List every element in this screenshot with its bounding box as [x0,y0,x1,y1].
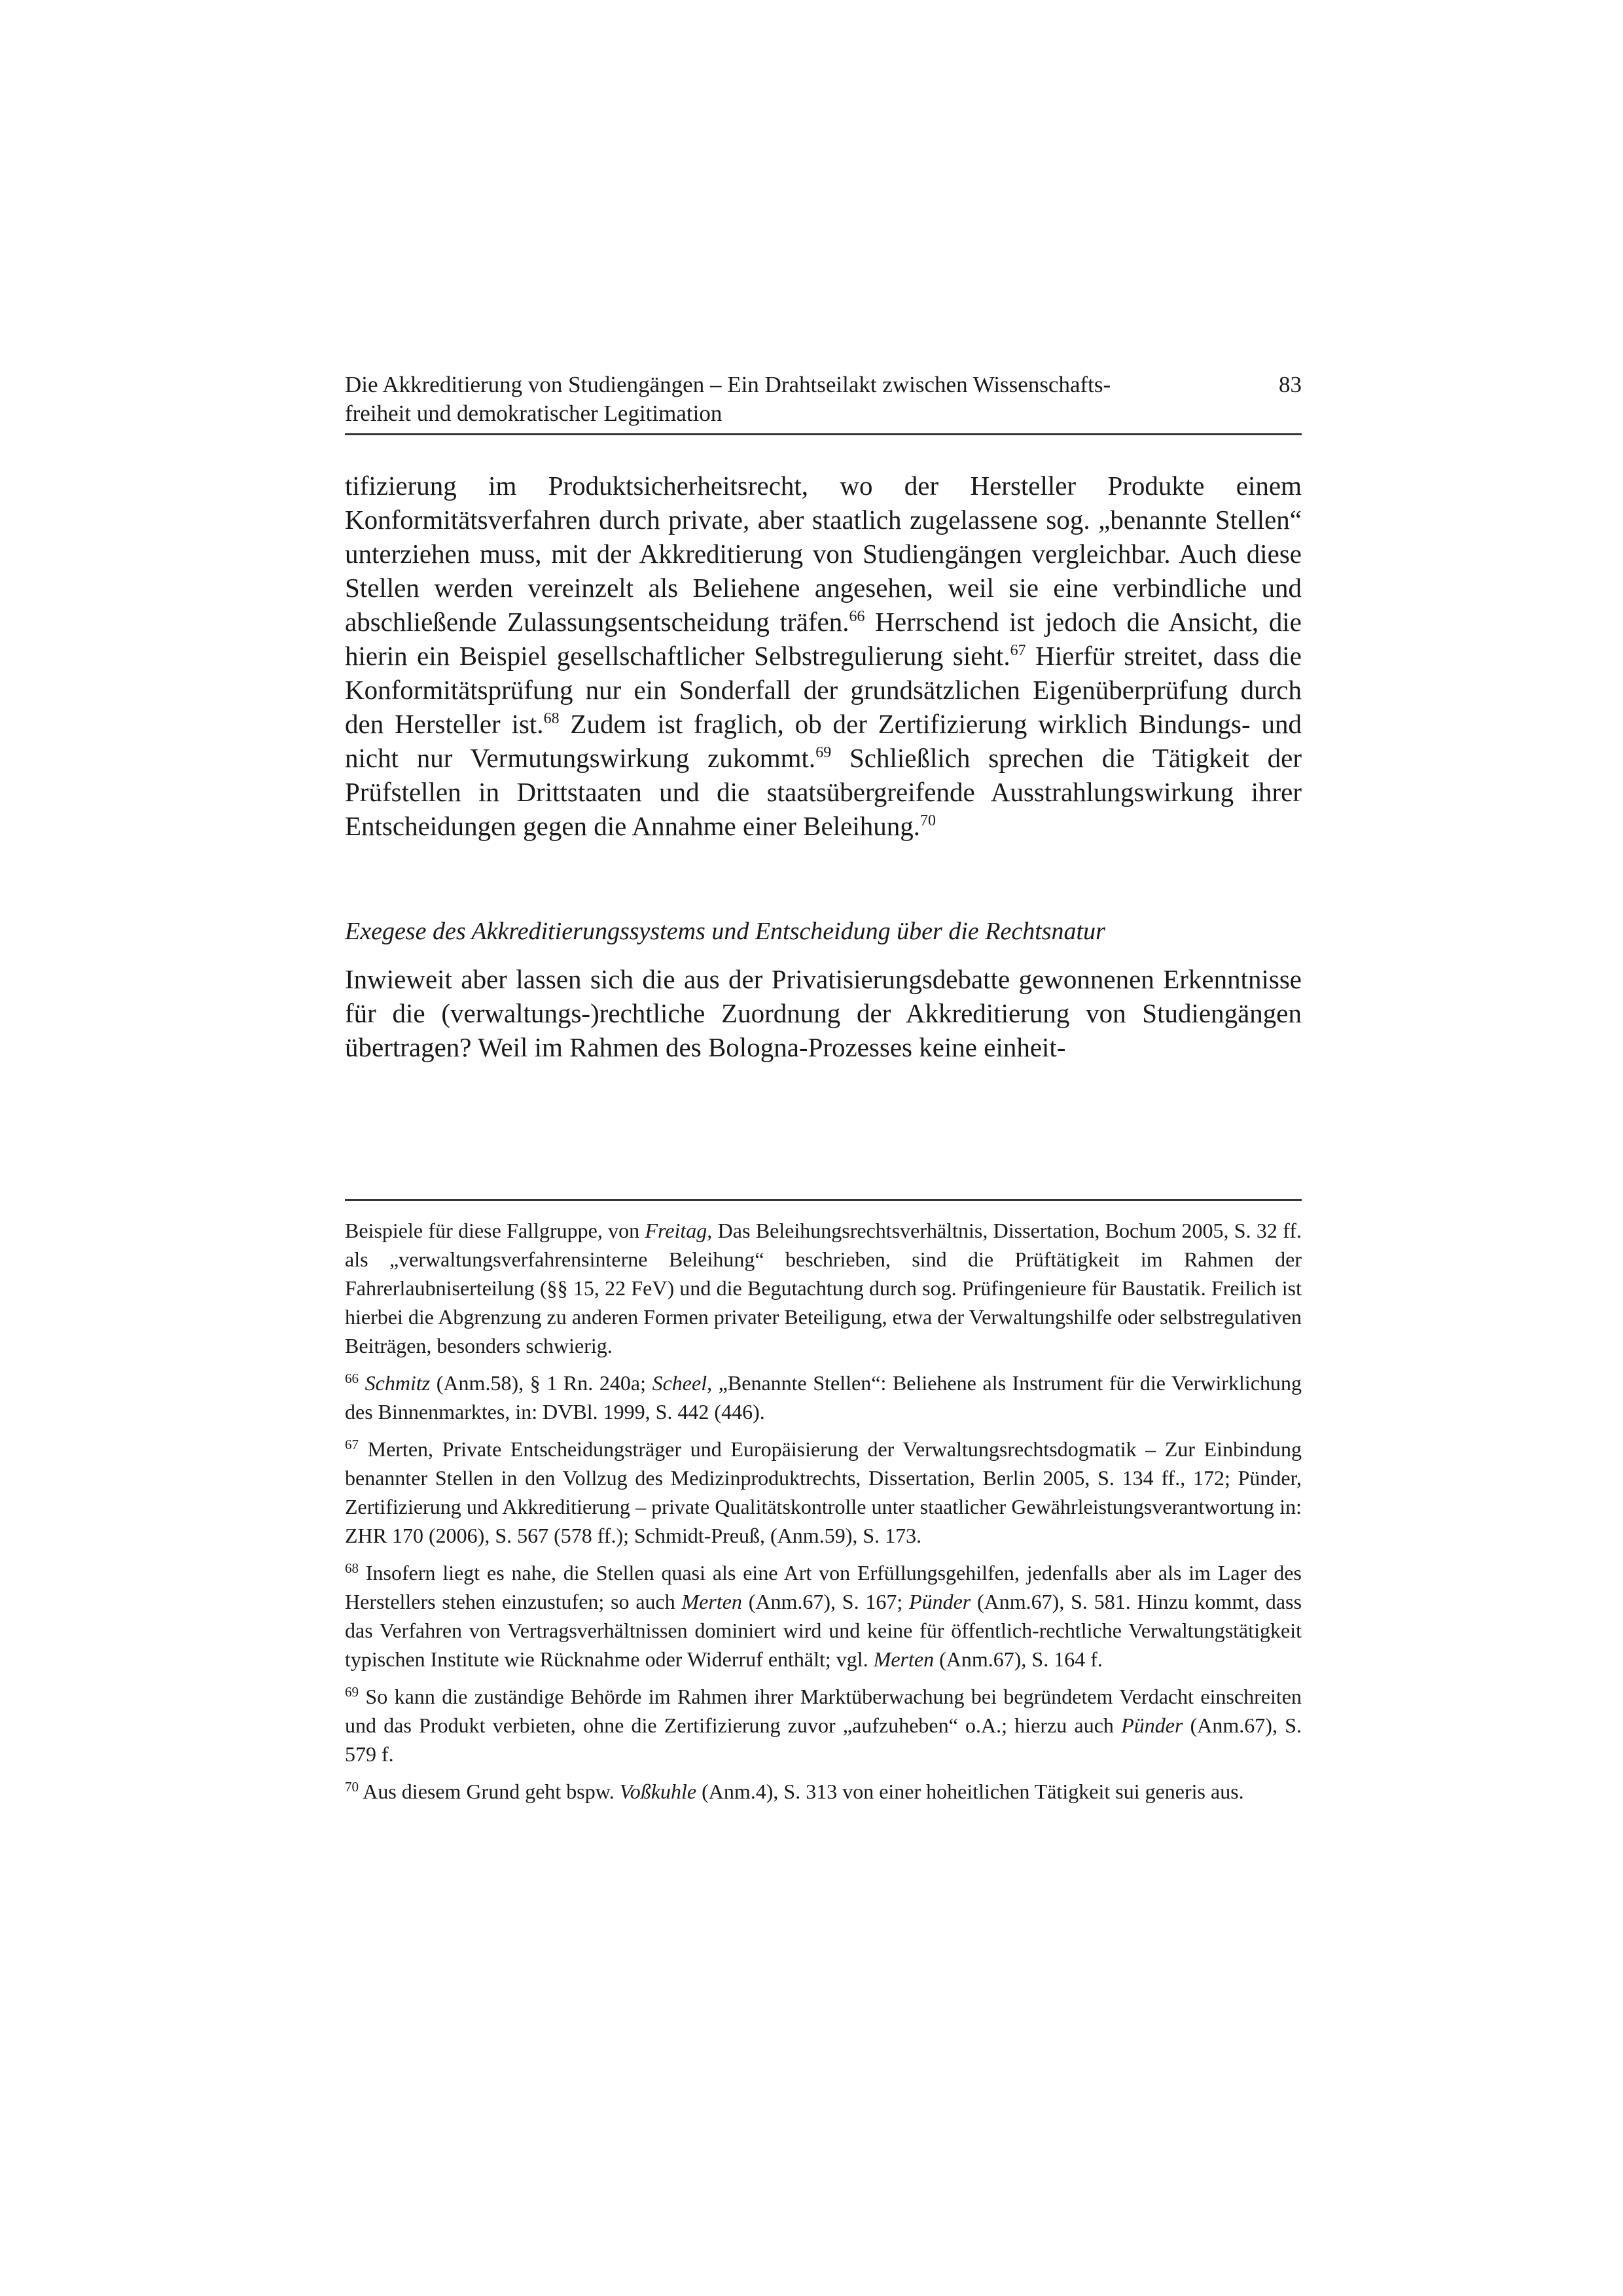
second-paragraph [345,962,1302,1064]
footnote-text: (Anm.58), § 1 Rn. 240a; [430,1371,652,1395]
footnote-ref-69[interactable]: 69 [815,744,832,761]
footnote-number: 69 [345,1684,359,1700]
footnote-ref-67[interactable]: 67 [1010,642,1026,659]
running-header-line-1: Die Akkreditierung von Studiengängen – Ein Drahtseilakt zwischen Wissenschafts- [345,372,1111,397]
page-number: 83 [1279,372,1302,397]
cited-author: Schmitz [365,1371,431,1395]
main-text-part: Herrschend ist jedoch die Ansicht, die hierin ein Beispiel gesellschaftlicher Selbstregulierung sieht. [345,607,1302,671]
footnote-text: (Anm.67), S. 167; [741,1590,910,1613]
main-paragraph [345,469,1302,843]
footnote-number: 66 [345,1371,359,1386]
footnote-text: (Anm.67), S. 579 f. [345,1713,1302,1766]
cited-author: Merten [873,1647,935,1671]
footnote-continued [345,1216,1302,1360]
footnote-text: (Anm.4), S. 313 von einer hoheitlichen Tätigkeit sui generis aus. [696,1780,1244,1803]
cited-author: Freitag, [645,1219,713,1242]
cited-author: Pünder [909,1590,971,1613]
running-header-title [345,370,1215,428]
footnote-text: (Anm.67), S. 581. Hinzu kommt, dass das Verfahren von Vertragsverhältnissen dominiert wird und keine für öffentlich-rechtliche Verwaltungstätigkeit typischen Institute wie Rücknahme oder Widerruf enthält; vgl. [345,1590,1302,1671]
second-paragraph-text: Inwieweit aber lassen sich die aus der Privatisierungsdebatte gewonnenen Erkenntnisse für die (verwaltungs-)rechtliche Zuordnung der Akkreditierung von Studiengängen übertragen? Weil im Rahmen des Bologna-Prozesses keine einheit- [345,964,1302,1062]
footnote-67 [345,1435,1302,1550]
footnote-divider [345,1199,1302,1201]
cited-author: Merten [681,1590,742,1613]
footnote-69 [345,1682,1302,1768]
footnote-70 [345,1777,1302,1806]
footnote-number: 68 [345,1560,359,1576]
main-text-part: Hierfür streitet, dass die Konformitätsprüfung nur ein Sonderfall der grundsätzlichen Eigenüberprüfung durch den Hersteller ist. [345,641,1302,739]
footnote-68 [345,1558,1302,1674]
running-header-line-2: freiheit und demokratischer Legitimation [345,401,722,426]
footnote-text: (Anm.67), S. 164 f. [934,1647,1103,1671]
footnote-ref-66[interactable]: 66 [849,608,865,625]
main-text-part: Zudem ist fraglich, ob der Zertifizierung wirklich Bindungs- und nicht nur Vermutungswirkung zukommt. [345,709,1302,773]
footnote-text: Merten, Private Entscheidungsträger und Europäisierung der Verwaltungsrechtsdogmatik – Zur Einbindung benannter Stellen in den Vollzug des Medizinproduktrechts, Dissertation, Berlin 2005, S. 134 ff., 172; Pünder, Zertifizierung und Akkreditierung – private Qualitätskontrolle unter staatlicher Gewährleistungsverantwortung in: ZHR 170 (2006), S. 567 (578 ff.); Schmidt-Preuß, (Anm.59), S. 173. [345,1437,1302,1547]
main-text-part: tifizierung im Produktsicherheitsrecht, wo der Hersteller Produkte einem Konformitätsverfahren durch private, aber staatlich zugelassene sog. „benannte Stellen“ unterziehen muss, mit der Akkreditierung von Studiengängen vergleichbar. Auch diese Stellen werden vereinzelt als Beliehene angesehen, weil sie eine verbindliche und abschließende Zulassungsentscheidung träfen. [345,471,1302,637]
footnote-66 [345,1369,1302,1426]
cited-author: Voßkuhle [619,1780,697,1803]
cited-author: Pünder [1121,1713,1183,1737]
footnote-text: „Benannte Stellen“: Beliehene als Instrument für die Verwirklichung des Binnenmarktes, in: DVBl. 1999, S. 442 (446). [345,1371,1302,1424]
footnote-number: 67 [345,1437,359,1452]
footnote-ref-68[interactable]: 68 [543,710,560,727]
footnote-ref-70[interactable]: 70 [919,812,936,829]
section-heading: Exegese des Akkreditierungssystems und Entscheidung über die Rechtsnatur [345,918,1105,945]
footnote-text: Beispiele für diese Fallgruppe, von [345,1219,645,1242]
footnotes [345,1216,1302,1814]
footnote-number: 70 [345,1779,359,1795]
footnote-text: So kann die zuständige Behörde im Rahmen ihrer Marktüberwachung bei begründetem Verdacht einschreiten und das Produkt verbieten, ohne die Zertifizierung zuvor „aufzuheben“ o.A.; hierzu auch [345,1685,1302,1737]
cited-author: Scheel, [652,1371,713,1395]
footnote-text: Aus diesem Grund geht bspw. [359,1780,620,1803]
main-text-part: Schließlich sprechen die Tätigkeit der Prüfstellen in Drittstaaten und die staatsübergreifende Ausstrahlungswirkung ihrer Entscheidungen gegen die Annahme einer Beleihung. [345,743,1302,841]
running-header [345,370,1302,435]
footnote-text: Das Beleihungsrechtsverhältnis, Dissertation, Bochum 2005, S. 32 ff. als „verwaltungsverfahrensinterne Beleihung“ beschrieben, sind die Prüftätigkeit im Rahmen der Fahrerlaubniserteilung (§§ 15, 22 FeV) und die Begutachtung durch sog. Prüfingenieure für Baustatik. Freilich ist hierbei die Abgrenzung zu anderen Formen privater Beteiligung, etwa der Verwaltungshilfe oder selbstregulativen Beiträgen, besonders schwierig. [345,1219,1302,1357]
footnote-text: Insofern liegt es nahe, die Stellen quasi als eine Art von Erfüllungsgehilfen, jedenfalls aber als im Lager des Herstellers stehen einzustufen; so auch [345,1561,1302,1613]
